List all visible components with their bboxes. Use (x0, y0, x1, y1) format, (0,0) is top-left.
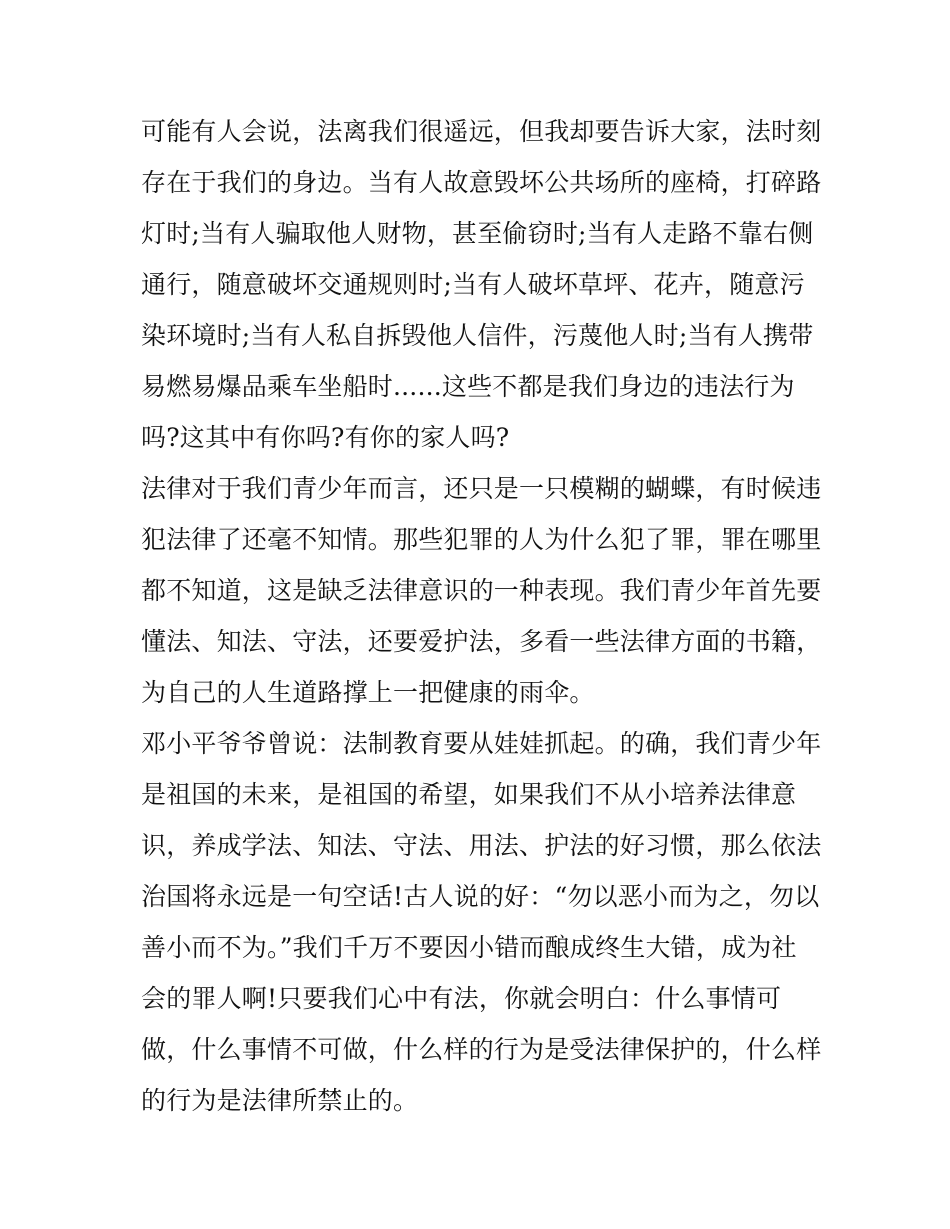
text-line: 法律对于我们青少年而言，还只是一只模糊的蝴蝶，有时候违 (141, 474, 822, 503)
text-line: 邓小平爷爷曾说：法制教育要从娃娃抓起。的确，我们青少年 (141, 729, 822, 758)
text-line: 识，养成学法、知法、守法、用法、护法的好习惯，那么依法 (141, 831, 822, 860)
text-line: 善小而不为。”我们千万不要因小错而酿成终生大错，成为社 (141, 933, 797, 962)
paragraph-1 (141, 106, 821, 463)
paragraph-3 (141, 718, 821, 1126)
text-line: 灯时;当有人骗取他人财物，甚至偷窃时;当有人走路不靠右侧 (141, 219, 814, 248)
text-line: 会的罪人啊!只要我们心中有法，你就会明白：什么事情可 (141, 984, 782, 1013)
text-line: 是祖国的未来，是祖国的希望，如果我们不从小培养法律意 (141, 780, 797, 809)
text-line: 吗?这其中有你吗?有你的家人吗? (141, 423, 510, 452)
document-body (141, 106, 821, 1126)
text-line: 都不知道，这是缺乏法律意识的一种表现。我们青少年首先要 (141, 576, 822, 605)
text-line: 存在于我们的身边。当有人故意毁坏公共场所的座椅，打碎路 (141, 168, 822, 197)
text-line: 治国将永远是一句空话!古人说的好：“勿以恶小而为之，勿以 (141, 882, 820, 911)
text-line: 为自己的人生道路撑上一把健康的雨伞。 (141, 678, 595, 707)
text-line: 做，什么事情不可做，什么样的行为是受法律保护的，什么样 (141, 1035, 822, 1064)
text-line: 可能有人会说，法离我们很遥远，但我却要告诉大家，法时刻 (141, 117, 822, 146)
text-line: 通行，随意破坏交通规则时;当有人破坏草坪、花卉，随意污 (141, 270, 805, 299)
text-line: 懂法、知法、守法，还要爱护法，多看一些法律方面的书籍， (141, 627, 822, 656)
text-line: 犯法律了还毫不知情。那些犯罪的人为什么犯了罪，罪在哪里 (141, 525, 822, 554)
text-line: 易燃易爆品乘车坐船时......这些不都是我们身边的违法行为 (141, 372, 795, 401)
text-line: 的行为是法律所禁止的。 (141, 1086, 419, 1115)
paragraph-2 (141, 463, 821, 718)
text-line: 染环境时;当有人私自拆毁他人信件，污蔑他人时;当有人携带 (141, 321, 814, 350)
